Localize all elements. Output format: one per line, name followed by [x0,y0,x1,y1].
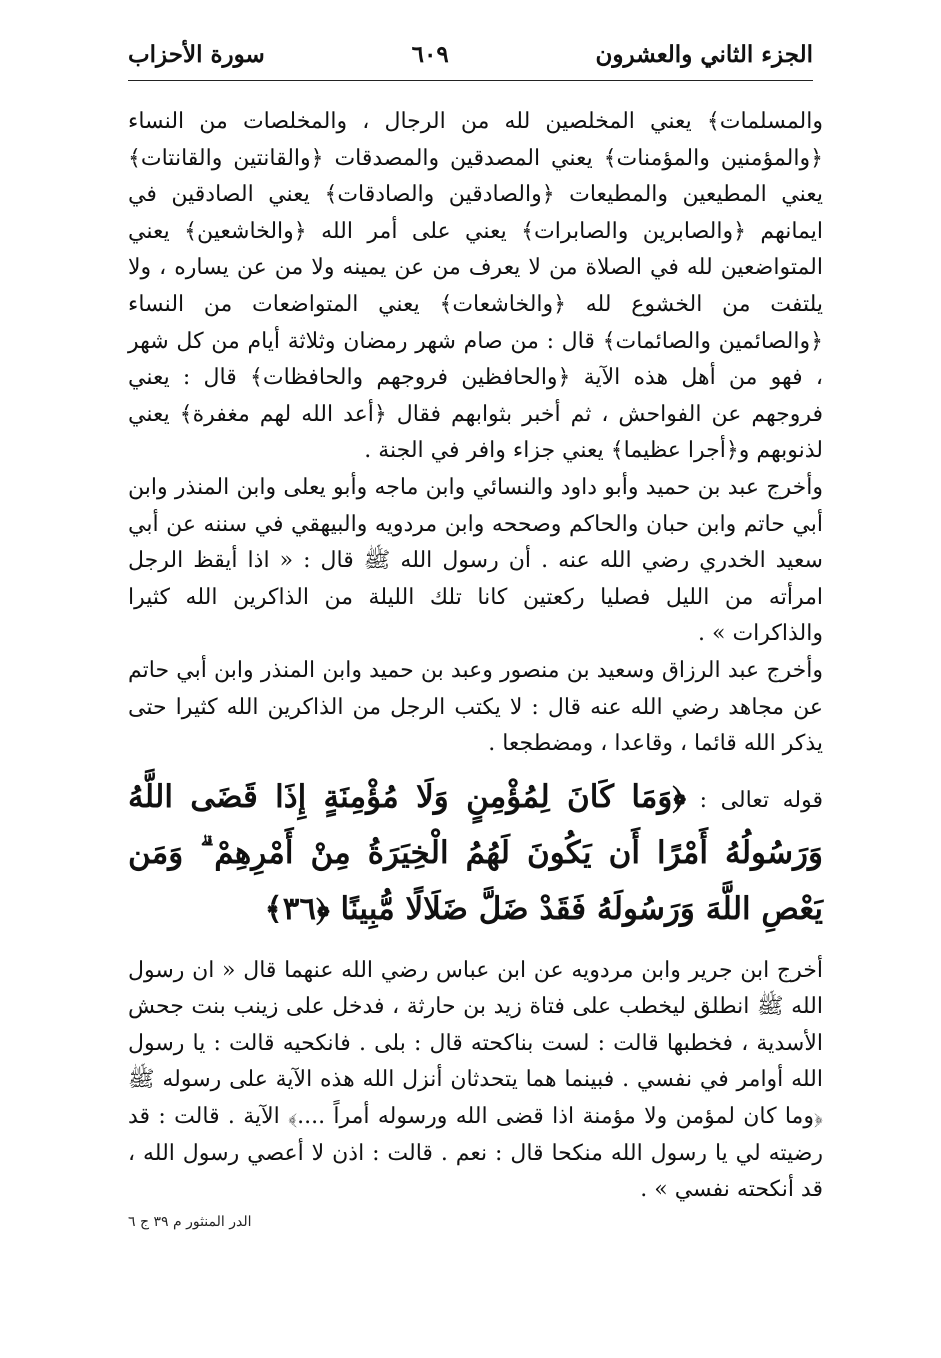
surah-title: سورة الأحزاب [128,40,265,68]
paragraph-hadith-1: وأخرج عبد بن حميد وأبو داود والنسائي وابن ماجه وأبو يعلى وابن المنذر وابن أبي حاتم وابن حبان والحاكم وصححه وابن مردويه والبيهقي في سننه عن أبي سعيد الخدري رضي الله عنه . أن رسول الله ﷺ قال : « اذا أيقظ الرجل امرأته من الليل فصليا ركعتين كانا تلك الليلة من الذاكرين الله كثيرا والذاكرات » . [128,474,823,647]
paragraph-tafsir: والمسلمات﴾ يعني المخلصين لله من الرجال ، والمخلصات من النساء ﴿والمؤمنين والمؤمنات﴾ يعني المصدقين والمصدقات ﴿والقانتين والقانتات﴾ يعني المطيعين والمطيعات ﴿والصادقين والصادقات﴾ يعني الصادقين في ايمانهم ﴿والصابرين والصابرات﴾ يعني على أمر الله ﴿والخاشعين﴾ يعني المتواضعين لله في الصلاة من لا يعرف من عن يمينه ولا من عن يساره ، ولا يلتفت من الخشوع لله ﴿والخاشعات﴾ يعني المتواضعات من النساء ﴿والصائمين والصائمات﴾ قال : من صام شهر رمضان وثلاثة أيام من كل شهر ، فهو من أهل هذه الآية ﴿والحافظين فروجهم والحافظات﴾ قال : يعني فروجهم عن الفواحش ، ثم أخبر بثوابهم فقال ﴿أعد الله لهم مغفرة﴾ يعني لذنوبهم و﴿أجرا عظيما﴾ يعني جزاء وافر في الجنة . [128,109,824,464]
paragraph-hadith-3: أخرج ابن جرير وابن مردويه عن ابن عباس رضي الله عنهما قال « ان رسول الله ﷺ انطلق ليخطب على فتاة زيد بن حارثة ، فدخل على زينب بنت جحش الأسدية ، فخطبها قالت : لست بناكحته قال : بلى . فانكحيه قالت : يا رسول الله أوامر في نفسي . فبينما هما يتحدثان أنزل الله هذه الآية على رسوله ﷺ ﴿وما كان لمؤمن ولا مؤمنة اذا قضى الله ورسوله أمراً ....﴾ الآية . قالت : قد رضيته لي يا رسول الله منكحا قال : نعم . قالت : اذن لا أعصي رسول الله ، قد أنكحته نفسي » . [128,957,823,1203]
paragraph-hadith-2: وأخرج عبد الرزاق وسعيد بن منصور وعبد بن حميد وابن المنذر وابن أبي حاتم عن مجاهد رضي الله عنه قال : لا يكتب الرجل من الذاكرين الله كثيرا حتى يذكر الله قائما ، وقاعدا ، ومضطجعا . [128,657,823,757]
page-header [128,28,813,81]
page-number: ٦٠٩ [411,40,449,68]
verse-text: ﴿وَمَا كَانَ لِمُؤْمِنٍ وَلَا مُؤْمِنَةٍ إِذَا قَضَى اللَّهُ وَرَسُولُهُ أَمْرًا أَن يَكُونَ لَهُمُ الْخِيَرَةُ مِنْ أَمْرِهِمْ ۗ وَمَن يَعْصِ اللَّهَ وَرَسُولَهُ فَقَدْ ضَلَّ ضَلَالًا مُّبِينًا ﴿٣٦﴾ [128,778,823,927]
juz-title: الجزء الثاني والعشرون [595,40,813,68]
main-text [128,104,823,1209]
page-footer-signature: الدر المنثور م ٣٩ ج ٦ [128,1214,252,1230]
verse-intro: قوله تعالى : [699,787,823,813]
quran-verse-block [128,771,823,939]
